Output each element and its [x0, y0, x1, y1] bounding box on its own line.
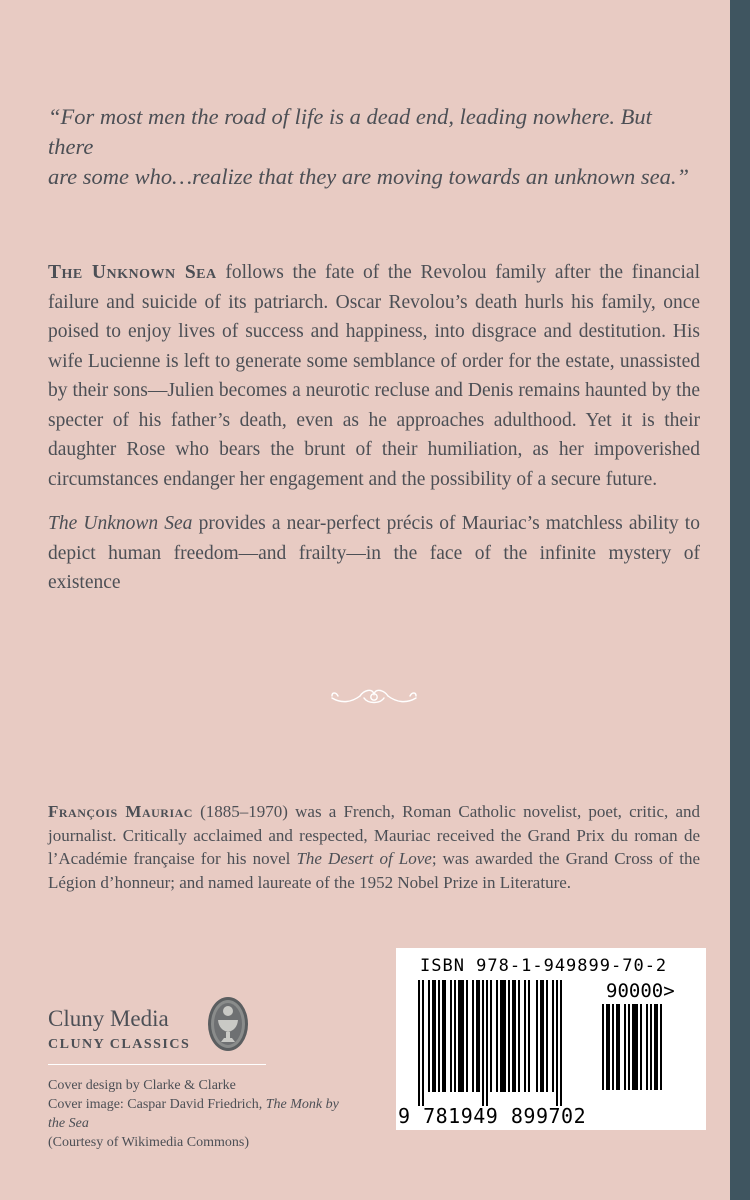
ean-digits: 9 781949 899702 [398, 1104, 587, 1128]
divider-rule [48, 1064, 266, 1065]
barcode-bar [458, 980, 464, 1092]
barcode-bar [496, 980, 498, 1092]
barcode-bar [628, 1004, 630, 1090]
barcode-bar [490, 980, 492, 1092]
cover-credits [48, 1076, 348, 1152]
ean13-bars [418, 980, 586, 1106]
barcode-bar [508, 980, 510, 1092]
barcode-bar [418, 980, 420, 1106]
quote-line-2: are some who…realize that they are moving towards an unknown sea.” [48, 164, 689, 189]
barcode-bar [624, 1004, 626, 1090]
barcode-bar [528, 980, 530, 1092]
price-addon-code: 90000> [606, 980, 675, 1002]
praise-book-title: The Unknown Sea [48, 513, 193, 534]
barcode-bar [442, 980, 446, 1092]
isbn-barcode [396, 948, 706, 1130]
publisher-name: Cluny Media [48, 1006, 169, 1031]
chalice-seal-icon [207, 996, 249, 1052]
barcode-bar [472, 980, 474, 1092]
flourish-ornament-icon [328, 682, 420, 710]
synopsis-section [48, 258, 700, 613]
barcode-bar [540, 980, 544, 1092]
barcode-bar [536, 980, 538, 1092]
isbn-number: ISBN 978-1-949899-70-2 [420, 956, 668, 976]
barcode-bar [660, 1004, 662, 1090]
barcode-bar [612, 1004, 614, 1090]
barcode-bar [556, 980, 558, 1106]
barcode-bar [486, 980, 488, 1106]
addon-bars [602, 1004, 676, 1104]
barcode-bar [422, 980, 424, 1106]
barcode-bar [482, 980, 484, 1106]
barcode-bar [476, 980, 480, 1092]
barcode-bar [518, 980, 520, 1092]
credit-design: Cover design by Clarke & Clarke [48, 1078, 236, 1093]
bio-text-2: ; was awarded the Grand Cross of the Légion d’honneur; and named laureate of the 1952 Nobel Prize in Literature. [48, 849, 701, 892]
epigraph-quote [48, 102, 698, 192]
barcode-bar [606, 1004, 610, 1090]
barcode-bar [466, 980, 468, 1092]
author-bio [48, 800, 700, 894]
barcode-bar [646, 1004, 648, 1090]
credit-courtesy: (Courtesy of Wikimedia Commons) [48, 1135, 249, 1150]
barcode-bar [500, 980, 506, 1092]
barcode-bar [432, 980, 436, 1092]
credit-image-title: The Monk by the Sea [48, 1097, 339, 1131]
author-name: François Mauriac [48, 802, 193, 821]
barcode-bar [654, 1004, 658, 1090]
praise-paragraph [48, 509, 700, 598]
barcode-bar [602, 1004, 604, 1090]
synopsis-text: follows the fate of the Revolou family after the financial failure and suicide of its patriarch. Oscar Revolou’s death hurls his family, once poised to enjoy lives of success and happiness, into disgrace and destitution. His wife Lucienne is left to generate some semblance of order for the estate, unassisted by their sons—Julien becomes a neurotic recluse and Denis remains haunted by the specter of his father’s death, even as he approaches adulthood. Yet it is their daughter Rose who bears the brunt of their humiliation, as her impoverished circumstances endanger her engagement and the possibility of a secure future. [48, 262, 700, 490]
barcode-bar [450, 980, 452, 1092]
barcode-bar [650, 1004, 652, 1090]
barcode-bar [616, 1004, 620, 1090]
bio-work-title: The Desert of Love [296, 849, 432, 868]
bio-paragraph [48, 800, 700, 894]
credit-image-prefix: Cover image: Caspar David Friedrich, [48, 1097, 266, 1112]
barcode-bar [524, 980, 526, 1092]
credit-image [48, 1095, 348, 1133]
barcode-bar [552, 980, 554, 1092]
barcode-bar [640, 1004, 642, 1090]
barcode-bar [512, 980, 516, 1092]
barcode-bar [560, 980, 562, 1106]
synopsis-book-title: The Unknown Sea [48, 262, 217, 283]
synopsis-paragraph [48, 258, 700, 494]
barcode-bar [632, 1004, 638, 1090]
bio-text-1: (1885–1970) was a French, Roman Catholic novelist, poet, critic, and journalist. Critically acclaimed and respected, Mauriac received the Grand Prix du roman de l’Académie française for his novel [48, 802, 700, 868]
barcode-bar [454, 980, 456, 1092]
barcode-bar [546, 980, 548, 1092]
praise-text: provides a near-perfect précis of Mauriac’s matchless ability to depict human freedom—and frailty—in the face of the infinite mystery of existence [48, 513, 700, 593]
quote-line-1: “For most men the road of life is a dead end, leading nowhere. But there [48, 104, 652, 159]
imprint-name: CLUNY CLASSICS [48, 1037, 191, 1052]
barcode-bar [428, 980, 430, 1092]
spine-edge-strip [730, 0, 750, 1200]
barcode-bar [438, 980, 440, 1092]
